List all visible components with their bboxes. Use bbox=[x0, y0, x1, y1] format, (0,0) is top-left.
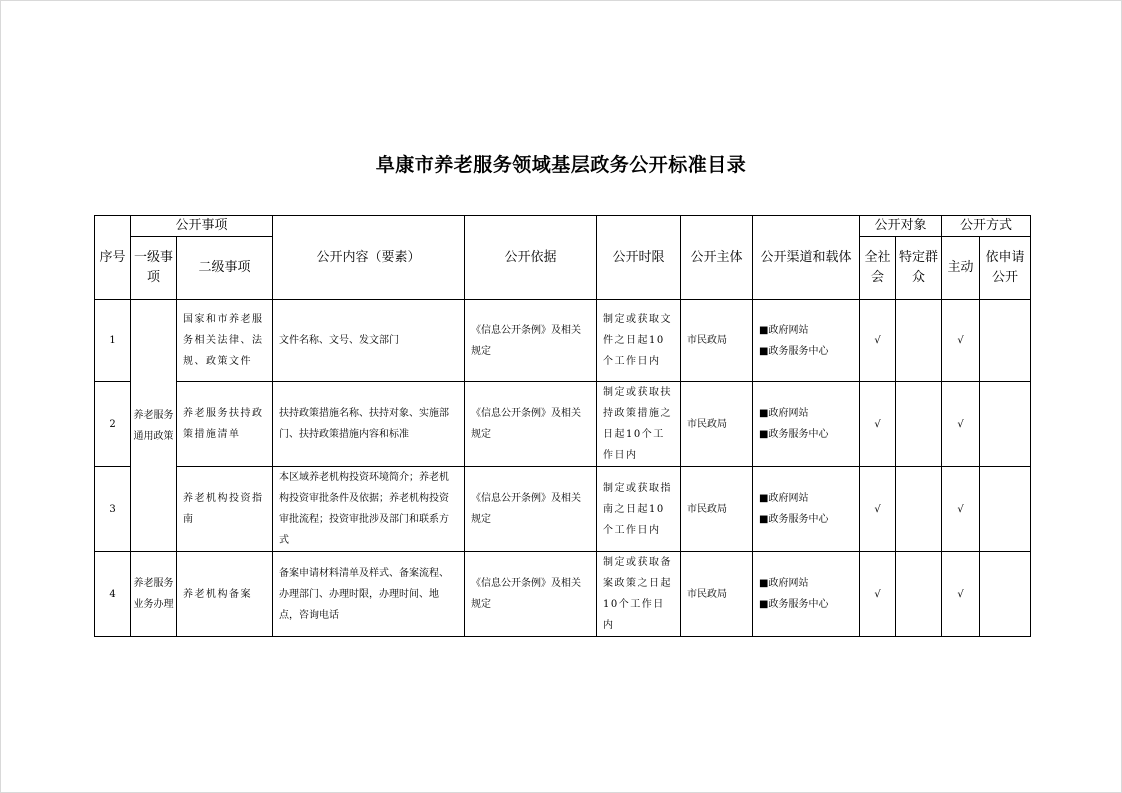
level2-cell: 养老机构投资指南 bbox=[177, 467, 273, 552]
header-basis: 公开依据 bbox=[465, 216, 597, 300]
document-title: 阜康市养老服务领域基层政务公开标准目录 bbox=[375, 154, 747, 176]
seq-cell: 4 bbox=[95, 552, 131, 637]
header-level2: 二级事项 bbox=[177, 237, 273, 300]
channel-website: ■政府网站 bbox=[759, 578, 809, 589]
table-row bbox=[95, 552, 1031, 637]
method-apply-mark bbox=[980, 552, 1031, 637]
seq-cell: 2 bbox=[95, 382, 131, 467]
target-all-mark: √ bbox=[860, 552, 896, 637]
content-cell: 备案申请材料清单及样式、备案流程、办理部门、办理时限，办理时间、地点，咨询电话 bbox=[273, 552, 465, 637]
time-cell: 制定或获取扶持政策措施之日起10个工作日内 bbox=[597, 382, 681, 467]
subject-cell: 市民政局 bbox=[681, 382, 753, 467]
header-target-specific: 特定群众 bbox=[896, 237, 942, 300]
header-time: 公开时限 bbox=[597, 216, 681, 300]
table-row bbox=[95, 467, 1031, 552]
time-cell: 制定或获取文件之日起10个工作日内 bbox=[597, 300, 681, 382]
level2-cell: 养老服务扶持政策措施清单 bbox=[177, 382, 273, 467]
target-specific-mark bbox=[896, 382, 942, 467]
target-all-mark: √ bbox=[860, 382, 896, 467]
seq-cell: 1 bbox=[95, 300, 131, 382]
header-level1: 一级事项 bbox=[131, 237, 177, 300]
level1-cell: 养老服务业务办理 bbox=[131, 552, 177, 637]
channel-service-center: ■政务服务中心 bbox=[759, 429, 829, 440]
subject-cell: 市民政局 bbox=[681, 552, 753, 637]
channel-cell bbox=[753, 300, 860, 382]
channel-cell bbox=[753, 552, 860, 637]
channel-service-center: ■政务服务中心 bbox=[759, 345, 829, 357]
catalog-table bbox=[94, 215, 1031, 637]
method-active-mark: √ bbox=[942, 300, 980, 382]
basis-cell: 《信息公开条例》及相关规定 bbox=[465, 300, 597, 382]
channel-website: ■政府网站 bbox=[759, 324, 809, 336]
level2-cell: 养老机构备案 bbox=[177, 552, 273, 637]
basis-cell: 《信息公开条例》及相关规定 bbox=[465, 382, 597, 467]
channel-website: ■政府网站 bbox=[759, 493, 809, 504]
target-specific-mark bbox=[896, 552, 942, 637]
target-specific-mark bbox=[896, 467, 942, 552]
method-apply-mark bbox=[980, 467, 1031, 552]
subject-cell: 市民政局 bbox=[681, 467, 753, 552]
method-active-mark: √ bbox=[942, 467, 980, 552]
channel-website: ■政府网站 bbox=[759, 408, 809, 419]
header-target: 公开对象 bbox=[860, 216, 942, 237]
channel-cell bbox=[753, 467, 860, 552]
subject-cell: 市民政局 bbox=[681, 300, 753, 382]
header-target-all: 全社会 bbox=[860, 237, 896, 300]
time-cell: 制定或获取备案政策之日起10个工作日内 bbox=[597, 552, 681, 637]
target-specific-mark bbox=[896, 300, 942, 382]
table-row bbox=[95, 382, 1031, 467]
channel-service-center: ■政务服务中心 bbox=[759, 599, 829, 610]
method-apply-mark bbox=[980, 300, 1031, 382]
header-method-active: 主动 bbox=[942, 237, 980, 300]
header-method-apply: 依申请公开 bbox=[980, 237, 1031, 300]
method-active-mark: √ bbox=[942, 552, 980, 637]
target-all-mark: √ bbox=[860, 467, 896, 552]
table-row bbox=[95, 300, 1031, 382]
header-content: 公开内容（要素） bbox=[273, 216, 465, 300]
content-cell: 扶持政策措施名称、扶持对象、实施部门、扶持政策措施内容和标准 bbox=[273, 382, 465, 467]
header-subject: 公开主体 bbox=[681, 216, 753, 300]
target-all-mark: √ bbox=[860, 300, 896, 382]
seq-cell: 3 bbox=[95, 467, 131, 552]
content-cell: 本区域养老机构投资环境简介；养老机构投资审批条件及依据；养老机构投资审批流程；投资审批涉及部门和联系方式 bbox=[273, 467, 465, 552]
level2-cell: 国家和市养老服务相关法律、法规、政策文件 bbox=[177, 300, 273, 382]
method-active-mark: √ bbox=[942, 382, 980, 467]
level1-cell: 养老服务通用政策 bbox=[131, 300, 177, 552]
method-apply-mark bbox=[980, 382, 1031, 467]
header-items: 公开事项 bbox=[131, 216, 273, 237]
channel-service-center: ■政务服务中心 bbox=[759, 514, 829, 525]
basis-cell: 《信息公开条例》及相关规定 bbox=[465, 552, 597, 637]
header-seq: 序号 bbox=[95, 216, 131, 300]
header-method: 公开方式 bbox=[942, 216, 1031, 237]
header-channel: 公开渠道和载体 bbox=[753, 216, 860, 300]
channel-cell bbox=[753, 382, 860, 467]
content-cell: 文件名称、文号、发文部门 bbox=[273, 300, 465, 382]
basis-cell: 《信息公开条例》及相关规定 bbox=[465, 467, 597, 552]
time-cell: 制定或获取指南之日起10个工作日内 bbox=[597, 467, 681, 552]
